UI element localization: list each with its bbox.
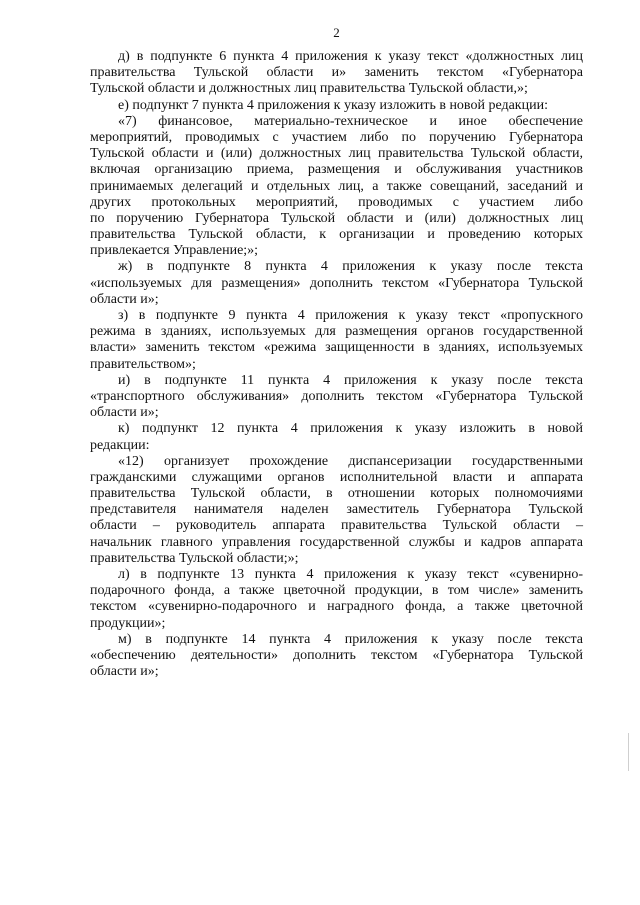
text-line: правительства Тульской области, в отношении которых полномочиями [90,486,583,502]
text-line: представителя нанимателя наделен заместитель Губернатора Тульской [90,502,583,518]
text-line: области – руководитель аппарата правительства Тульской области – [90,518,583,534]
text-line: «12) организует прохождение диспансеризации государственными [118,453,583,469]
text-line: мероприятий, проводимых с участием либо по поручению Губернатора [90,129,583,145]
text-line: привлекается Управление;»; [90,243,259,259]
text-line: Тульской области и (или) должностных лиц правительства Тульской области, [90,146,583,162]
document-body [90,49,583,680]
paragraph-z [90,308,583,373]
text-line: редакции: [90,437,150,453]
text-line: «7) финансовое, материально-техническое и иное обеспечение [118,113,583,129]
text-line: продукции»; [90,615,166,631]
paragraph-k [90,421,583,453]
text-line: д) в подпункте 6 пункта 4 приложения к указу текст «должностных лиц [118,49,583,64]
text-line: принимаемых делегаций и отдельных лиц, а также совещаний, заседаний и [90,178,583,194]
paragraph-d [90,49,583,98]
text-line: м) в подпункте 14 пункта 4 приложения к указу после текста [118,631,583,647]
text-line: правительства Тульской области;»; [90,550,299,566]
text-line: правительства Тульской области и» заменить текстом «Губернатора [90,65,583,81]
text-line: подарочного фонда, а также цветочной продукции, в том числе» заменить [90,583,583,599]
text-line: з) в подпункте 9 пункта 4 приложения к указу текст «пропускного [118,308,583,323]
text-line: «обеспечению деятельности» дополнить текстом «Губернатора Тульской [90,647,583,663]
text-line: л) в подпункте 13 пункта 4 приложения к указу текст «сувенирно- [118,567,583,582]
text-line: Тульской области и должностных лиц правительства Тульской области,»; [90,81,528,97]
text-line: власти» заменить текстом «режима защищенности в зданиях, используемых [90,340,583,356]
text-line: области и»; [90,405,159,421]
text-line: правительства Тульской области, к организации и проведению которых [90,227,583,243]
scan-artifact-line [628,733,629,771]
text-line: «используемых для размещения» дополнить текстом «Губернатора Тульской [90,275,583,291]
quoted-item-7 [90,114,583,260]
text-line: и) в подпункте 11 пункта 4 приложения к указу после текста [118,372,583,388]
paragraph-zh [90,259,583,308]
quoted-item-12 [90,454,583,567]
text-line: начальник главного управления государственной службы и кадров аппарата [90,534,583,550]
text-line: ж) в подпункте 8 пункта 4 приложения к указу после текста [118,259,583,275]
text-line: по поручению Губернатора Тульской области и (или) должностных лиц [90,210,583,226]
text-line: «транспортного обслуживания» дополнить текстом «Губернатора Тульской [90,388,583,404]
text-line: е) подпункт 7 пункта 4 приложения к указу изложить в новой редакции: [118,97,548,113]
text-line: области и»; [90,291,159,307]
paragraph-l [90,567,583,632]
text-line: к) подпункт 12 пункта 4 приложения к указу изложить в новой [118,421,583,437]
paragraph-e [90,98,583,114]
page-number: 2 [333,25,340,40]
text-line: режима в зданиях, используемых для размещения органов государственной [90,324,583,340]
text-line: гражданскими служащими органов исполнительной власти и аппарата [90,469,583,485]
text-line: включая организацию приема, размещения и обслуживания участников [90,162,583,178]
text-line: правительством»; [90,356,196,372]
paragraph-m [90,632,583,681]
text-line: текстом «сувенирно-подарочного и наградного фонда, а также цветочной [90,599,583,615]
paragraph-i [90,373,583,422]
text-line: других протокольных мероприятий, проводимых с участием либо [90,194,583,210]
text-line: области и»; [90,664,159,680]
